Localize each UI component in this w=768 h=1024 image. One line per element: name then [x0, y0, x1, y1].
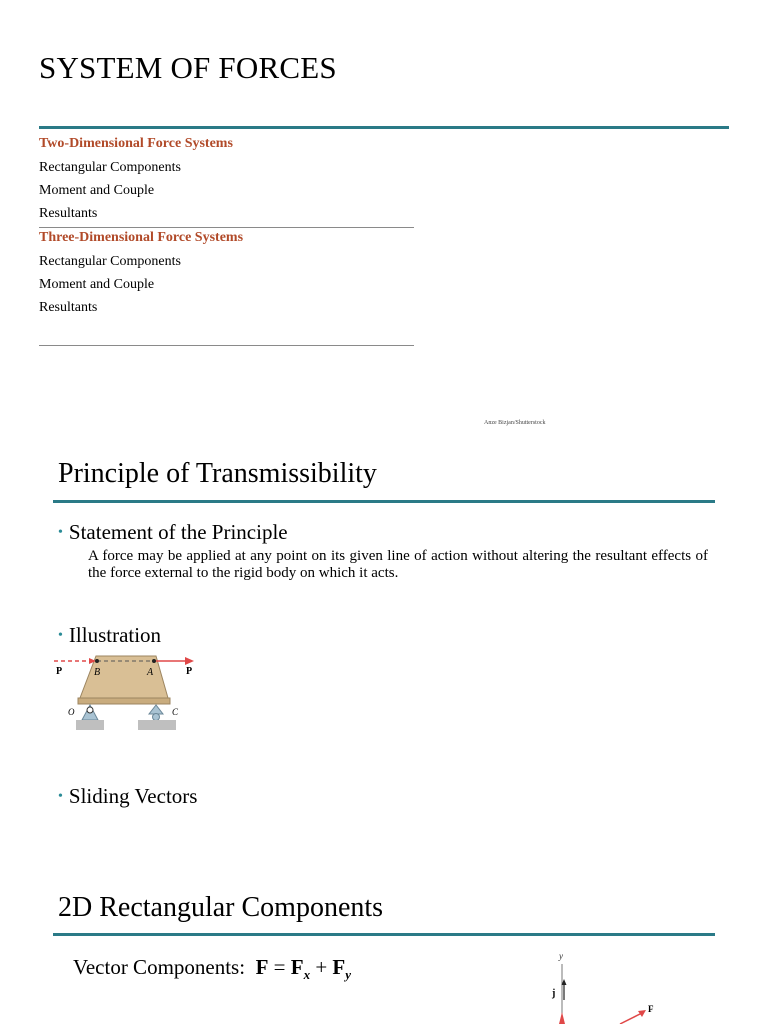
label-j: j: [552, 988, 556, 999]
slide3-title-divider: [53, 933, 715, 936]
bullet-dot-icon: •: [58, 525, 63, 540]
toc-item-3d-moment: Moment and Couple: [39, 277, 155, 292]
bullet-dot-icon: •: [58, 628, 63, 643]
ground-right: [138, 720, 176, 730]
toc-heading-3d: Three-Dimensional Force Systems: [39, 230, 244, 245]
slide1-title: SYSTEM OF FORCES: [39, 50, 337, 85]
toc-item-2d-rect: Rectangular Components: [39, 160, 181, 175]
pin-joint: [87, 707, 93, 713]
force-origin-marker: [559, 1012, 565, 1024]
ground-left: [76, 720, 104, 730]
bullet-sliding: [58, 784, 197, 809]
title-divider: [39, 126, 729, 129]
transmissibility-illustration: [50, 648, 210, 734]
toc-item-2d-moment: Moment and Couple: [39, 183, 155, 198]
label-F: F: [648, 1004, 654, 1014]
label-o: O: [68, 707, 75, 717]
vc-Fx-sub: x: [303, 967, 311, 983]
vc-F: F: [255, 955, 269, 979]
section-divider: [39, 227, 414, 228]
vc-plus: +: [315, 955, 328, 979]
toc-heading-2d: Two-Dimensional Force Systems: [39, 136, 233, 151]
toc-bottom-divider: [39, 345, 414, 346]
vc-label: Vector Components:: [73, 955, 246, 979]
bullet-dot-icon: •: [58, 789, 63, 804]
arrowhead-right-icon: [185, 657, 194, 665]
label-p-right: P: [186, 666, 193, 677]
axis-y-label: y: [559, 951, 563, 961]
force-F-arrowhead-icon: [638, 1010, 646, 1017]
vc-Fy: [332, 955, 352, 983]
vc-equals: =: [273, 955, 286, 979]
point-b: [95, 659, 99, 663]
slide2-title-divider: [53, 500, 715, 503]
slide2-title: Principle of Transmissibility: [58, 458, 377, 489]
label-a: A: [147, 667, 154, 678]
roller-support-icon: [149, 705, 163, 714]
bullet-illustration: [58, 623, 161, 648]
vc-Fx: [290, 955, 311, 983]
toc-item-3d-rect: Rectangular Components: [39, 254, 181, 269]
slide3-title: 2D Rectangular Components: [58, 892, 384, 923]
bullet-illustration-text: Illustration: [68, 623, 162, 647]
roller-wheel: [153, 714, 160, 721]
vc-Fx-base: F: [290, 955, 304, 979]
bullet-statement: [58, 520, 288, 545]
toc-item-2d-resultants: Resultants: [39, 206, 98, 221]
point-a: [152, 659, 156, 663]
label-p-left: P: [56, 666, 63, 677]
bullet-sliding-text: Sliding Vectors: [68, 784, 198, 808]
components-diagram: [540, 948, 670, 1024]
image-credit: Anze Bizjan/Shutterstock: [484, 420, 546, 426]
label-c: C: [172, 707, 179, 717]
vc-Fy-sub: y: [345, 967, 352, 983]
bullet-statement-text: Statement of the Principle: [68, 520, 288, 544]
toc-item-3d-resultants: Resultants: [39, 300, 98, 315]
vc-Fy-base: F: [332, 955, 346, 979]
label-b: B: [94, 667, 101, 678]
principle-statement: A force may be applied at any point on its given line of action without altering the resultant effects of the force external to the rigid body on which it acts.: [88, 548, 708, 581]
block-base: [78, 698, 170, 704]
vector-components-equation: [73, 955, 351, 983]
